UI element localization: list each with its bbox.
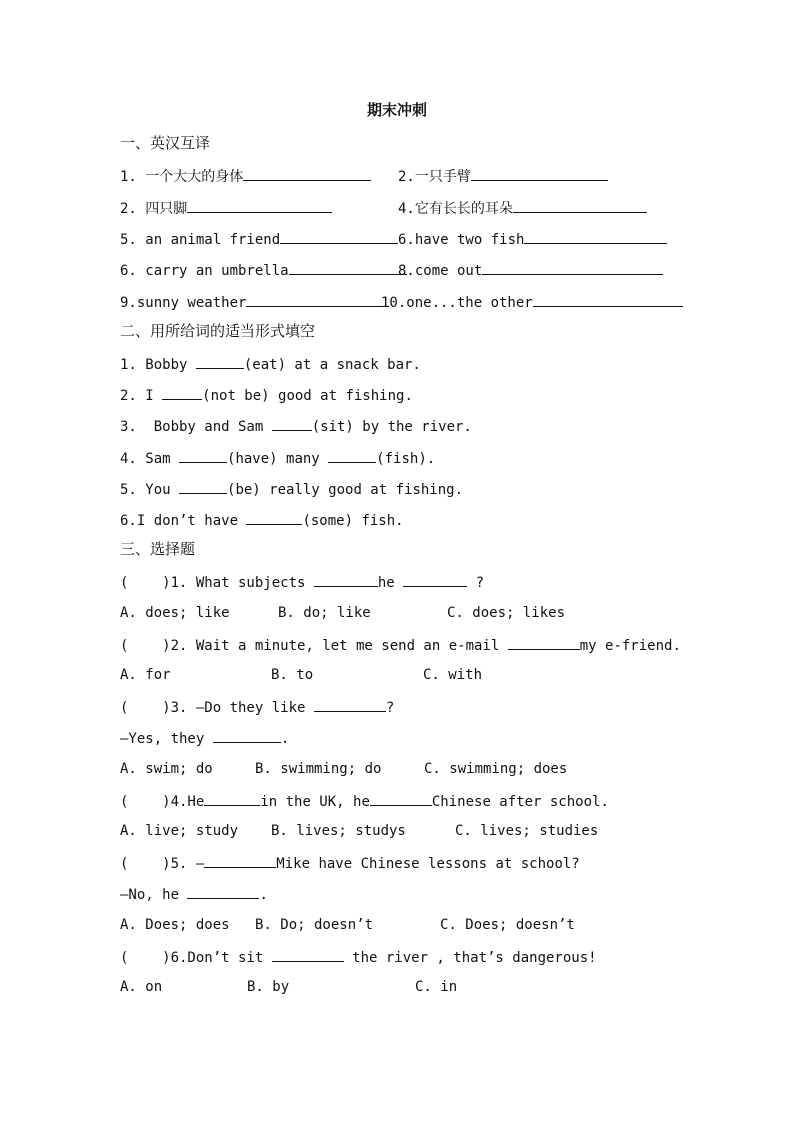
answer-blank[interactable] xyxy=(524,229,667,244)
section1-heading: 一、英汉互译 xyxy=(120,134,211,152)
answer-blank[interactable] xyxy=(179,448,227,463)
answer-blank[interactable] xyxy=(204,853,276,868)
answer-blank[interactable] xyxy=(204,791,260,806)
answer-blank[interactable] xyxy=(246,292,389,307)
q5-option-a[interactable]: A. Does; does xyxy=(120,917,230,933)
s1-item-1: 1. 一个大大的身体 xyxy=(120,166,371,186)
s1-item-3: 2. 四只脚 xyxy=(120,198,332,218)
answer-blank[interactable] xyxy=(162,385,202,400)
q5-option-b[interactable]: B. Do; doesn’t xyxy=(255,917,374,933)
answer-blank[interactable] xyxy=(328,448,376,463)
q2-option-a[interactable]: A. for xyxy=(120,667,171,683)
answer-blank[interactable] xyxy=(187,198,332,213)
q3-option-c[interactable]: C. swimming; does xyxy=(424,761,568,777)
answer-blank[interactable] xyxy=(272,416,312,431)
q5-answer: —No, he . xyxy=(120,884,268,904)
answer-blank[interactable] xyxy=(314,572,378,587)
answer-blank[interactable] xyxy=(213,728,281,743)
answer-blank[interactable] xyxy=(280,229,398,244)
q4-stem: ( )4.He in the UK, he Chinese after school. xyxy=(120,791,609,811)
answer-blank[interactable] xyxy=(471,166,608,181)
q2-option-b[interactable]: B. to xyxy=(271,667,314,683)
q5-option-c[interactable]: C. Does; doesn’t xyxy=(440,917,575,933)
s1-item-8: 8.come out xyxy=(398,260,663,280)
q3-option-b[interactable]: B. swimming; do xyxy=(255,761,382,777)
s1-item-4: 4.它有长长的耳朵 xyxy=(398,198,647,218)
q2-stem: ( )2. Wait a minute, let me send an e-mail my e-friend. xyxy=(120,635,681,655)
q3-answer: —Yes, they . xyxy=(120,728,289,748)
q4-option-b[interactable]: B. lives; studys xyxy=(271,823,406,839)
s2-item-3: 3. Bobby and Sam (sit) by the river. xyxy=(120,416,472,436)
q1-stem: ( )1. What subjects he ? xyxy=(120,572,484,592)
s2-item-4: 4. Sam (have) many (fish). xyxy=(120,448,435,468)
answer-blank[interactable] xyxy=(179,479,227,494)
q6-option-a[interactable]: A. on xyxy=(120,979,163,995)
q1-option-c[interactable]: C. does; likes xyxy=(447,605,566,621)
s1-item-5: 5. an animal friend xyxy=(120,229,398,249)
section2-heading: 二、用所给词的适当形式填空 xyxy=(120,322,316,340)
s2-item-5: 5. You (be) really good at fishing. xyxy=(120,479,463,499)
answer-blank[interactable] xyxy=(289,260,407,275)
q3-stem: ( )3. —Do they like ? xyxy=(120,697,394,717)
answer-blank[interactable] xyxy=(187,884,259,899)
q3-option-a[interactable]: A. swim; do xyxy=(120,761,213,777)
s1-item-6: 6.have two fish xyxy=(398,229,667,249)
q2-option-c[interactable]: C. with xyxy=(423,667,483,683)
s2-item-1: 1. Bobby (eat) at a snack bar. xyxy=(120,354,421,374)
q4-option-c[interactable]: C. lives; studies xyxy=(455,823,599,839)
q6-stem: ( )6.Don’t sit the river , that’s dangerous! xyxy=(120,947,597,967)
section3-heading: 三、选择题 xyxy=(120,540,196,558)
page-title: 期末冲刺 xyxy=(366,101,427,119)
q6-option-b[interactable]: B. by xyxy=(247,979,290,995)
s1-item-9: 9.sunny weather xyxy=(120,292,389,312)
q6-option-c[interactable]: C. in xyxy=(415,979,458,995)
answer-blank[interactable] xyxy=(272,947,344,962)
answer-blank[interactable] xyxy=(513,198,647,213)
answer-blank[interactable] xyxy=(533,292,683,307)
s2-item-6: 6.I don’t have (some) fish. xyxy=(120,510,404,530)
s1-item-10: 10.one...the other xyxy=(381,292,683,312)
answer-blank[interactable] xyxy=(196,354,244,369)
answer-blank[interactable] xyxy=(246,510,302,525)
answer-blank[interactable] xyxy=(243,166,371,181)
answer-blank[interactable] xyxy=(508,635,580,650)
q1-option-a[interactable]: A. does; like xyxy=(120,605,230,621)
q5-stem: ( )5. — Mike have Chinese lessons at school? xyxy=(120,853,580,873)
s1-item-2: 2.一只手臂 xyxy=(398,166,608,186)
answer-blank[interactable] xyxy=(403,572,467,587)
s1-item-7: 6. carry an umbrella xyxy=(120,260,407,280)
answer-blank[interactable] xyxy=(482,260,663,275)
q1-option-b[interactable]: B. do; like xyxy=(278,605,371,621)
answer-blank[interactable] xyxy=(370,791,432,806)
answer-blank[interactable] xyxy=(314,697,386,712)
q4-option-a[interactable]: A. live; study xyxy=(120,823,239,839)
s2-item-2: 2. I (not be) good at fishing. xyxy=(120,385,413,405)
